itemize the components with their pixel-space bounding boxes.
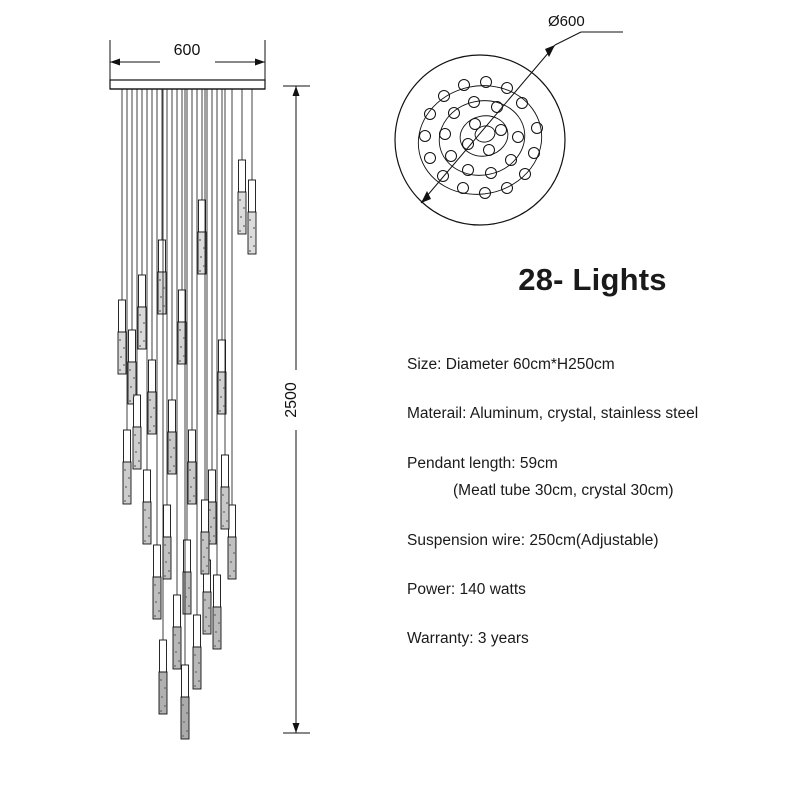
spiral-guides bbox=[408, 74, 552, 205]
canopy-outline bbox=[395, 55, 565, 225]
spec-power: Power: 140 watts bbox=[407, 580, 526, 598]
top-view-drawing bbox=[385, 0, 800, 250]
diameter-label: Ø600 bbox=[548, 13, 585, 30]
spec-pendant-length bbox=[407, 454, 800, 501]
spec-size: Size: Diameter 60cm*H250cm bbox=[407, 356, 615, 373]
spec-pendant-length-main: Pendant length: 59cm bbox=[407, 454, 558, 472]
spec-suspension-wire: Suspension wire: 250cm(Adjustable) bbox=[407, 531, 659, 549]
pendant-positions bbox=[420, 77, 543, 199]
spec-warranty: Warranty: 3 years bbox=[407, 630, 529, 648]
front-elevation-drawing bbox=[0, 0, 380, 800]
ceiling-canopy bbox=[110, 80, 265, 89]
height-dimension-label: 2500 bbox=[283, 382, 300, 418]
spec-material: Materail: Aluminum, crystal, stainless steel bbox=[407, 405, 699, 423]
info-column bbox=[385, 0, 800, 800]
spec-list bbox=[407, 355, 800, 649]
spec-pendant-length-detail: (Meatl tube 30cm, crystal 30cm) bbox=[453, 482, 674, 500]
product-title: 28- Lights bbox=[518, 262, 667, 297]
pendant-array bbox=[118, 89, 256, 739]
width-dimension-label: 600 bbox=[173, 42, 201, 59]
